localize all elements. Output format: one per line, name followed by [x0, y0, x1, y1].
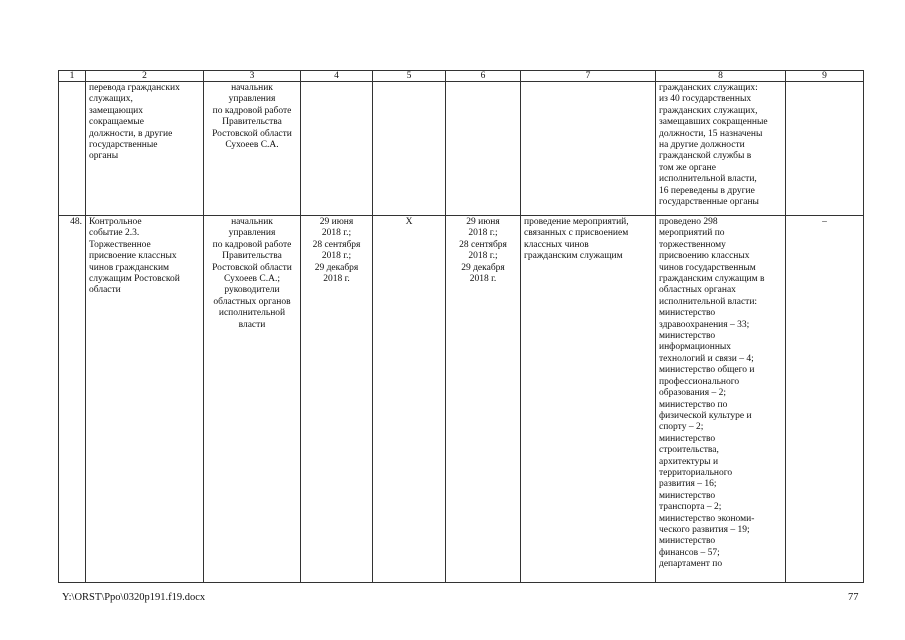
text-line: гражданской службы в — [659, 151, 752, 162]
text-line: министерство экономи- — [659, 513, 755, 524]
text-line: сокращаемые — [89, 117, 144, 128]
text-line: служащим Ростовской — [89, 274, 180, 285]
text-line: 2018 г.; — [321, 251, 352, 262]
text-line: министерство — [659, 490, 716, 501]
text-line: 29 июня — [466, 217, 500, 227]
text-line: 28 сентября — [312, 239, 361, 250]
text-line: присвоению классных — [659, 251, 750, 262]
cell-responsible — [204, 82, 301, 216]
cell-result-actual — [656, 82, 786, 216]
text-line: министерство общего и — [659, 365, 755, 376]
text-line: из 40 государственных — [659, 94, 752, 105]
text-line: событие 2.3. — [89, 228, 140, 239]
header-cell: 1 — [59, 71, 86, 82]
header-cell: 2 — [86, 71, 204, 82]
header-cell: 8 — [656, 71, 786, 82]
text-line: должности, 15 назначены — [659, 128, 763, 139]
text-line: министерство — [659, 331, 716, 342]
text-line: Торжественное — [89, 239, 151, 250]
cell-actual-date — [446, 216, 521, 583]
text-line: 29 декабря — [461, 262, 505, 273]
text-line: по кадровой работе — [212, 239, 292, 250]
text-line: присвоение классных — [89, 251, 177, 262]
text-line: Ростовской области — [212, 128, 292, 139]
text-line: 2018 г.; — [468, 251, 498, 262]
text-line: классных чинов — [524, 239, 589, 250]
text-line: 29 декабря — [314, 262, 359, 273]
text-line: профессионального — [659, 376, 740, 387]
text-line: органы — [89, 151, 119, 162]
text-line: начальник — [231, 217, 273, 227]
text-line: области — [89, 285, 121, 296]
text-line: министерство — [659, 536, 716, 547]
page-number: 77 — [848, 592, 859, 603]
text-line: 2018 г. — [323, 274, 350, 285]
text-line: здравоохранения – 33; — [659, 319, 750, 330]
text-line: территориального — [659, 467, 733, 478]
text-line: Сухоеев С.А. — [225, 140, 279, 151]
text-line: чинов гражданским — [89, 262, 170, 273]
text-line: Правительства — [222, 251, 282, 262]
text-line: гражданским служащим в — [659, 274, 765, 285]
text-line: министерство — [659, 433, 716, 444]
text-line: Правительства — [222, 117, 282, 128]
text-line: проведение мероприятий, — [524, 217, 629, 227]
text-line: торжественному — [659, 239, 726, 250]
text-line: архитектуры и — [659, 456, 719, 467]
text-line: государственные — [89, 140, 158, 151]
cell-planned-date — [301, 82, 373, 216]
table-row-continued — [59, 82, 864, 216]
text-line: гражданских служащих: — [659, 83, 758, 93]
text-line: ческого развития – 19; — [659, 524, 750, 535]
text-line: управления — [228, 228, 276, 239]
header-cell: 6 — [446, 71, 521, 82]
header-cell: 4 — [301, 71, 373, 82]
text-line: образования – 2; — [659, 388, 727, 399]
cell-number: 48. — [59, 216, 86, 583]
document-table — [58, 70, 864, 583]
header-cell: 3 — [204, 71, 301, 82]
text-line: по кадровой работе — [212, 105, 292, 116]
text-line: физической культуре и — [659, 410, 752, 421]
text-line: том же органе — [659, 162, 716, 173]
text-line: служащих, — [89, 94, 133, 105]
text-line: министерство — [659, 308, 716, 319]
text-line: проведено 298 — [659, 217, 718, 227]
text-line: 2018 г. — [469, 274, 497, 285]
text-line: исполнительной власти, — [659, 174, 757, 185]
cell-result-actual — [656, 216, 786, 583]
cell-planned-date — [301, 216, 373, 583]
text-line: на другие должности — [659, 140, 745, 151]
header-cell: 9 — [786, 71, 864, 82]
text-line: гражданских служащих, — [659, 105, 758, 116]
cell-x: Х — [373, 216, 446, 583]
text-line: информационных — [659, 342, 732, 353]
text-line: спорту – 2; — [659, 422, 704, 433]
header-cell: 7 — [521, 71, 656, 82]
text-line: руководители — [224, 285, 280, 296]
footer-file-path: Y:\ORST\Ppo\0320p191.f19.docx — [62, 592, 206, 603]
text-line: 2018 г.; — [321, 228, 352, 239]
cell-event — [86, 216, 204, 583]
cell-responsible — [204, 216, 301, 583]
text-line: областных органах — [659, 285, 736, 296]
text-line: строительства, — [659, 445, 719, 456]
text-line: власти — [238, 319, 266, 330]
text-line: 2018 г.; — [468, 228, 498, 239]
header-cell: 5 — [373, 71, 446, 82]
text-line: технологий и связи – 4; — [659, 353, 754, 364]
cell-result-planned — [521, 82, 656, 216]
text-line: развития – 16; — [659, 479, 717, 490]
header-row — [59, 71, 864, 82]
text-line: связанных с присвоением — [524, 228, 629, 239]
text-line: Ростовской области — [212, 262, 292, 273]
text-line: замещавших сокращенные — [659, 117, 768, 128]
text-line: должности, в другие — [89, 128, 173, 139]
text-line: областных органов — [213, 296, 291, 307]
text-line: чинов государственным — [659, 262, 756, 273]
text-line: мероприятий по — [659, 228, 725, 239]
text-line: Сухоеев С.А.; — [224, 274, 280, 285]
text-line: управления — [228, 94, 276, 105]
cell-event — [86, 82, 204, 216]
text-line: Контрольное — [89, 217, 142, 227]
text-line: государственные органы — [659, 197, 759, 208]
text-line: 29 июня — [319, 217, 354, 227]
cell-note — [786, 82, 864, 216]
text-line: исполнительной власти: — [659, 296, 758, 307]
text-line: транспорта – 2; — [659, 502, 722, 513]
text-line: 28 сентября — [459, 239, 507, 250]
text-line: департамент по — [659, 559, 723, 570]
cell-result-planned — [521, 216, 656, 583]
cell-note: – — [786, 216, 864, 583]
cell-x — [373, 82, 446, 216]
cell-actual-date — [446, 82, 521, 216]
table-row-48 — [59, 216, 864, 583]
cell-number — [59, 82, 86, 216]
text-line: перевода гражданских — [89, 83, 180, 93]
text-line: гражданским служащим — [524, 251, 623, 262]
text-line: исполнительной — [218, 308, 286, 319]
text-line: замещающих — [89, 105, 143, 116]
text-line: министерство по — [659, 399, 728, 410]
text-line: 16 переведены в другие — [659, 185, 755, 196]
text-line: финансов – 57; — [659, 547, 720, 558]
text-line: начальник — [231, 83, 273, 93]
